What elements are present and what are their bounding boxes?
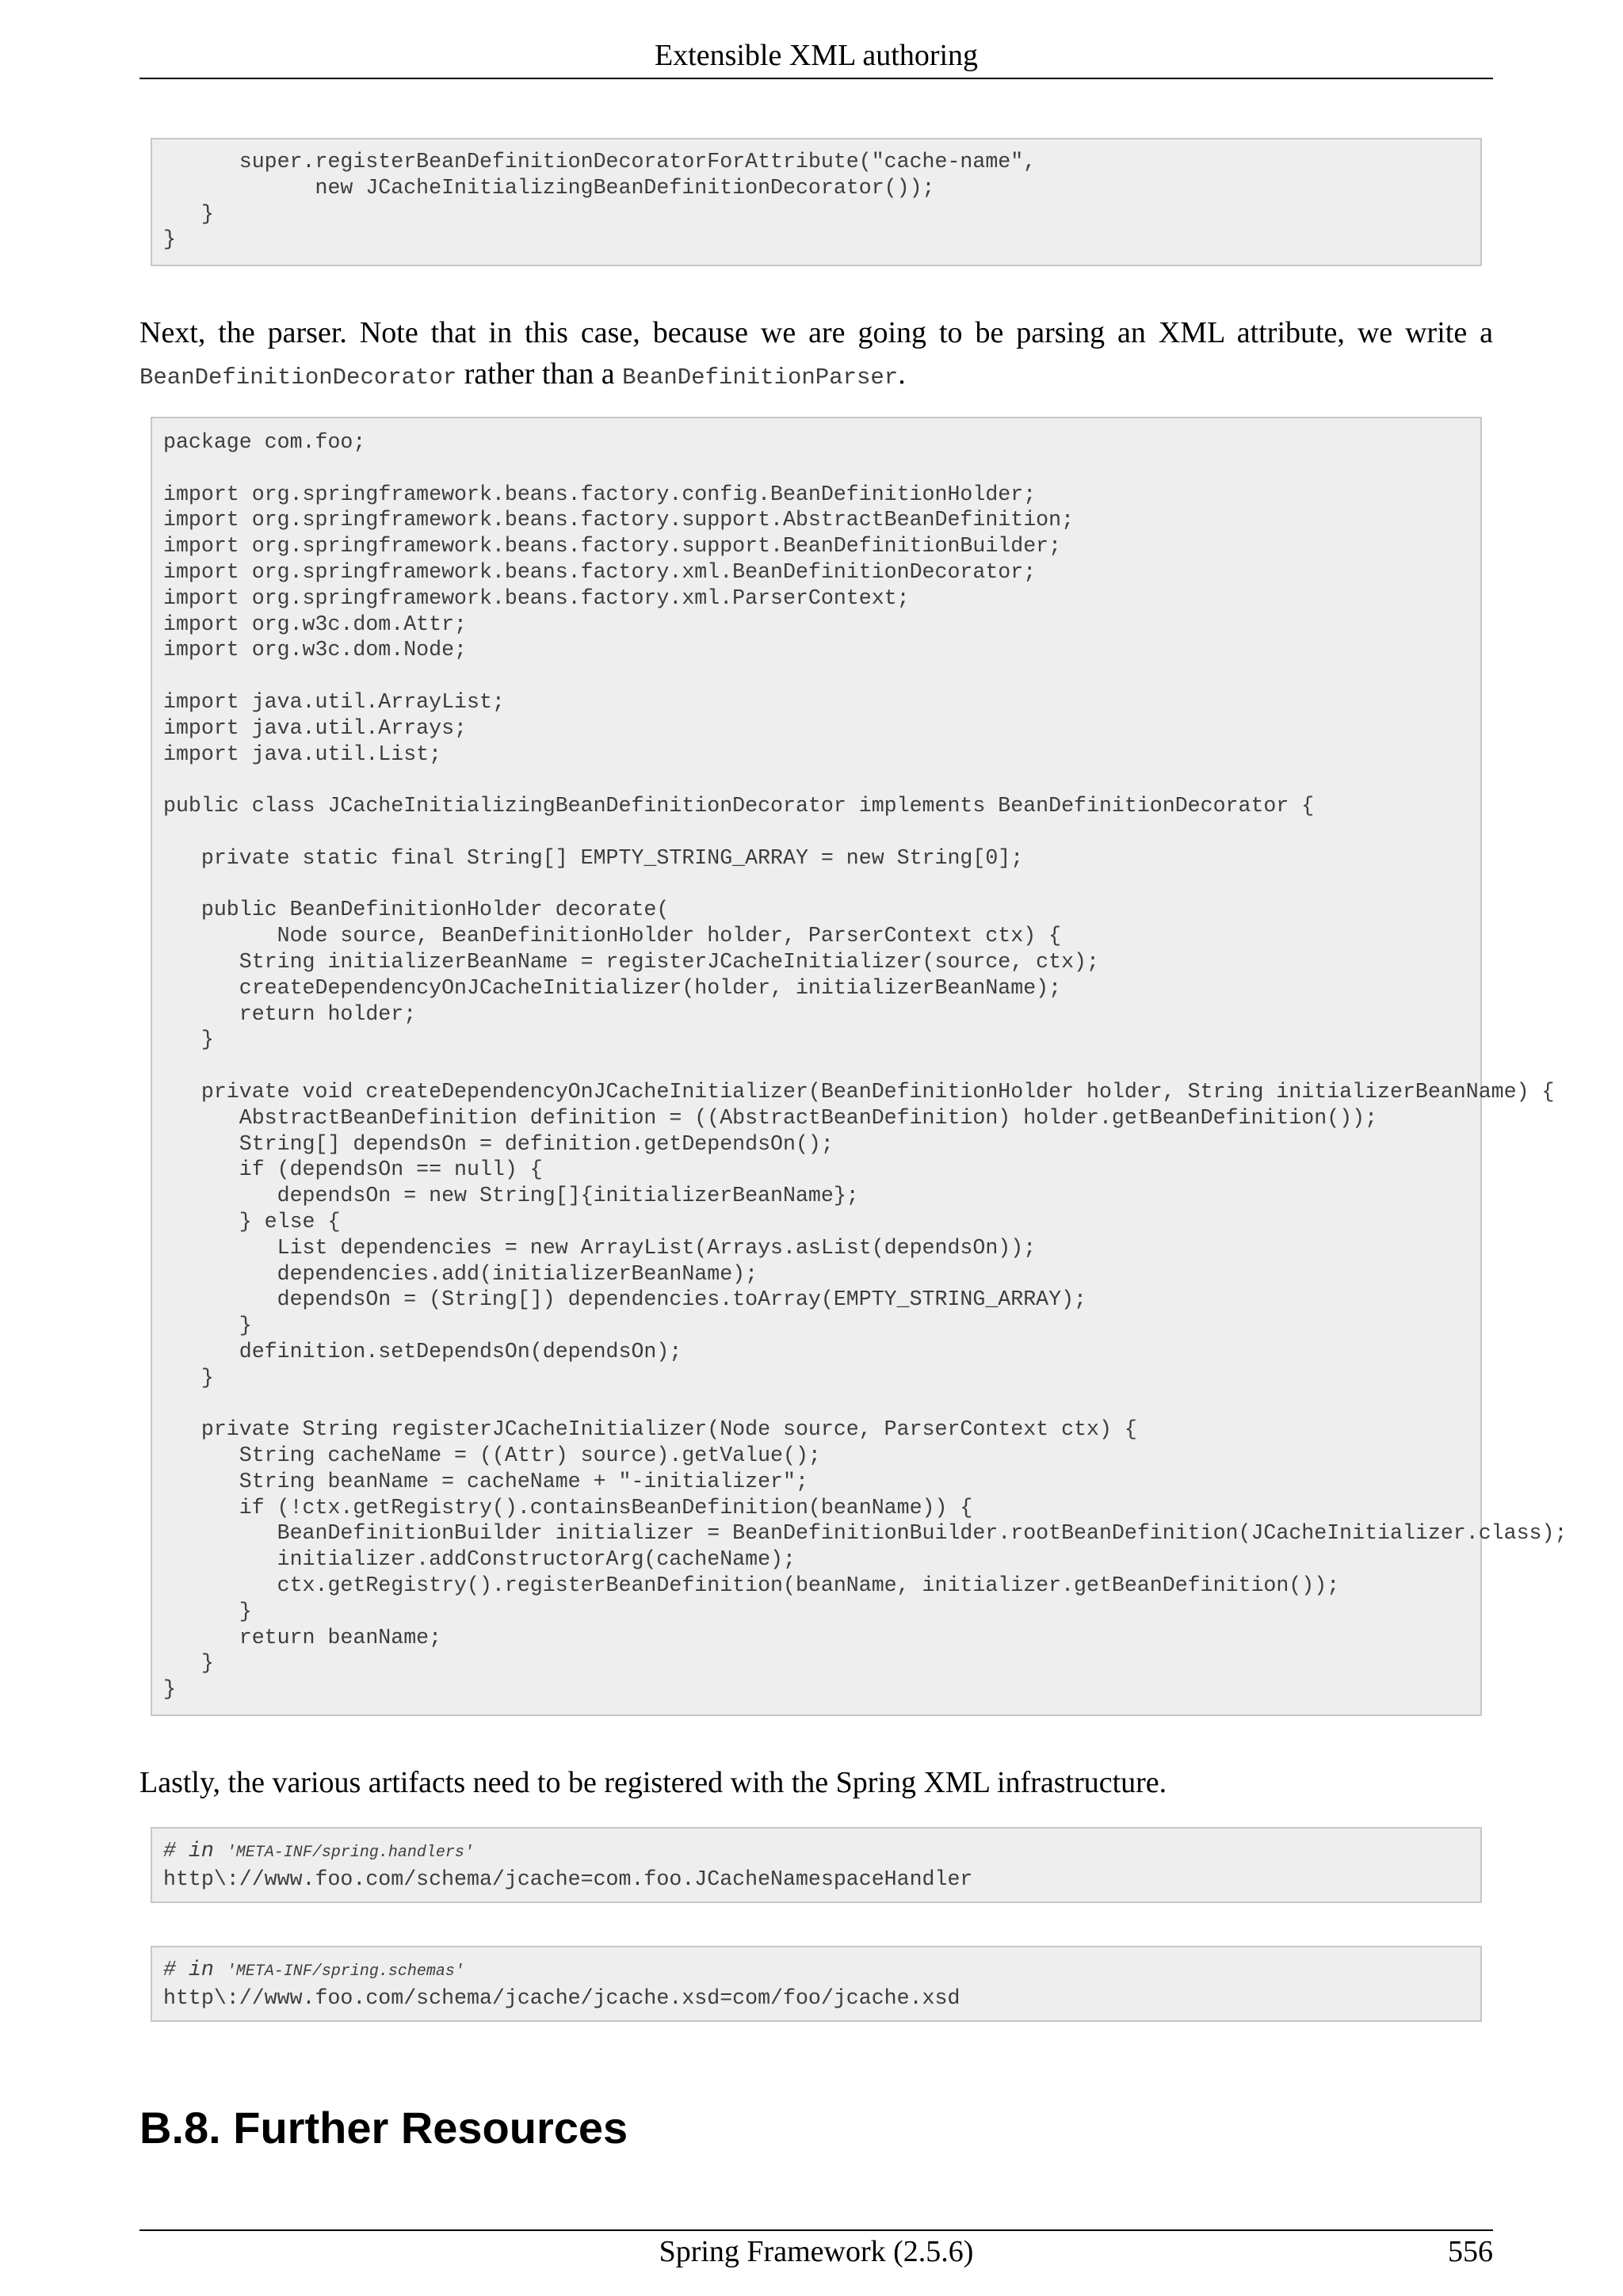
code-text: super.registerBeanDefinitionDecoratorForAttribute("cache-name", new JCacheInitializingBeanDefinitionDecorator()); } }	[163, 150, 1037, 252]
footer-rule	[139, 2229, 1493, 2231]
inline-code-parser: BeanDefinitionParser	[622, 364, 899, 391]
paragraph-text: Next, the parser. Note that in this case, because we are going to be parsing an XML attribute, we write a	[139, 316, 1493, 349]
code-lines	[163, 1838, 972, 1893]
registration-paragraph: Lastly, the various artifacts need to be registered with the Spring XML infrastructure.	[139, 1766, 1167, 1799]
footer-title: Spring Framework (2.5.6)	[659, 2235, 974, 2268]
page-header-title: Extensible XML authoring	[654, 39, 979, 72]
paragraph-text: rather than a	[456, 357, 623, 391]
code-comment: # in	[163, 1839, 227, 1863]
code-comment-file: 'META-INF/spring.schemas'	[226, 1962, 464, 1981]
code-block-handler-tail	[151, 138, 1482, 266]
page-number: 556	[1448, 2235, 1493, 2268]
parser-intro-paragraph	[139, 312, 1493, 399]
code-block-decorator-class	[151, 417, 1568, 1716]
section-heading: B.8. Further Resources	[139, 2103, 628, 2153]
paragraph-text: .	[898, 357, 906, 391]
inline-code-decorator: BeanDefinitionDecorator	[139, 364, 457, 391]
code-line: http\://www.foo.com/schema/jcache/jcache.xsd=com/foo/jcache.xsd	[163, 1985, 960, 2010]
code-block-spring-schemas	[151, 1946, 1482, 2022]
code-comment: # in	[163, 1958, 227, 1981]
code-block-spring-handlers	[151, 1827, 1482, 1903]
code-text: package com.foo; import org.springframework.beans.factory.config.BeanDefinitionHolder; import org.springframework.beans.factory.support.AbstractBeanDefinition; import org.springframework.beans.factory.support.BeanDefinitionBuilder; import org.springframework.beans.factory.xml.BeanDefinitionDecorator; import org.springframework.beans.factory.xml.ParserContext; import org.w3c.dom.Attr; import org.w3c.dom.Node; import java.util.ArrayList; import java.util.Arrays; import java.util.List; public class JCacheInitializingBeanDefinitionDecorator implements BeanDefinitionDecorator { private static final String[] EMPTY_STRING_ARRAY = new String[0]; public BeanDefinitionHolder decorate( Node source, BeanDefinitionHolder holder, ParserContext ctx) { String initializerBeanName = registerJCacheInitializer(source, ctx); createDependencyOnJCacheInitializer(holder, initializerBeanName); return holder; } private void createDependencyOnJCacheInitializer(BeanDefinitionHolder holder, String initializerBeanName) { AbstractBeanDefinition definition = ((AbstractBeanDefinition) holder.getBeanDefinition()); String[] dependsOn = definition.getDependsOn(); if (dependsOn == null) { dependsOn = new String[]{initializerBeanName}; } else { List dependencies = new ArrayList(Arrays.asList(dependsOn)); dependencies.add(initializerBeanName); dependsOn = (String[]) dependencies.toArray(EMPTY_STRING_ARRAY); } definition.setDependsOn(dependsOn); } private String registerJCacheInitializer(Node source, ParserContext ctx) { String cacheName = ((Attr) source).getValue(); String beanName = cacheName + "-initializer"; if (!ctx.getRegistry().containsBeanDefinition(beanName)) { BeanDefinitionBuilder initializer = BeanDefinitionBuilder.rootBeanDefinition(JCacheInitializer.class); initializer.addConstructorArg(cacheName); ctx.getRegistry().registerBeanDefinition(beanName, initializer.getBeanDefinition()); } return beanName; } }	[163, 430, 1568, 1702]
code-comment-file: 'META-INF/spring.handlers'	[226, 1844, 474, 1862]
code-lines	[163, 1957, 960, 2012]
code-line: http\://www.foo.com/schema/jcache=com.foo.JCacheNamespaceHandler	[163, 1867, 973, 1891]
header-rule	[139, 78, 1493, 79]
